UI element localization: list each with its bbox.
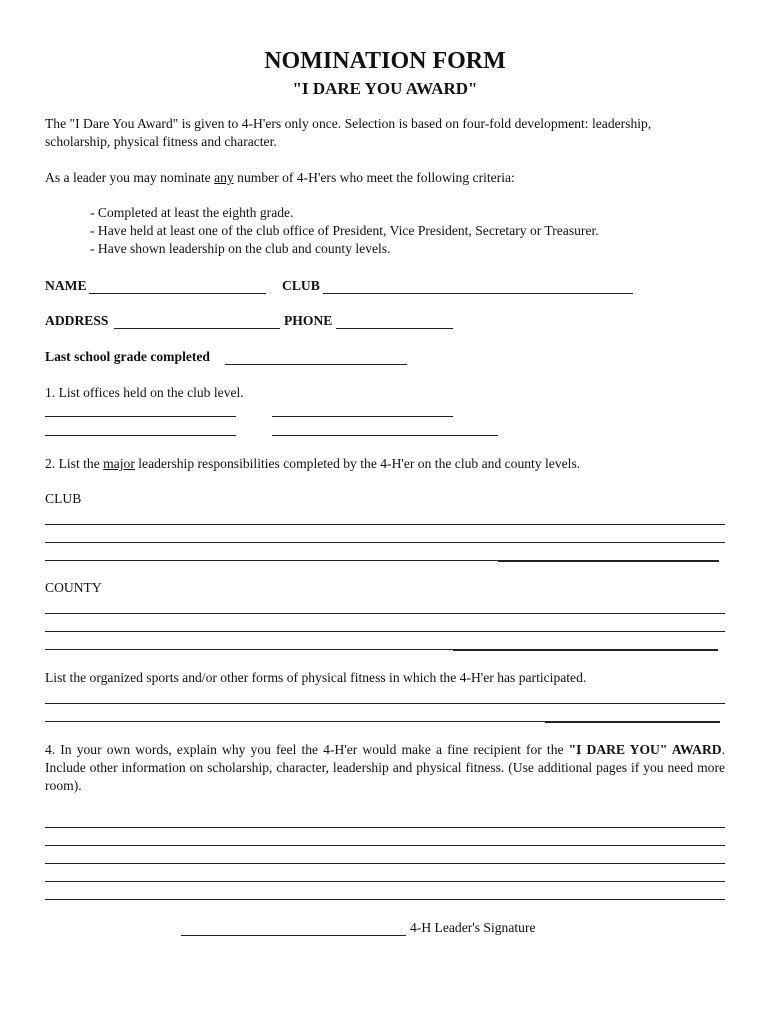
q4-award: "I DARE YOU" AWARD (568, 742, 722, 757)
address-label: ADDRESS (45, 313, 109, 328)
county-answer-line[interactable] (45, 649, 453, 650)
q2-after: leadership responsibilities completed by the 4-H'er on the club and county levels. (134, 456, 581, 471)
essay-answer-line[interactable] (45, 881, 725, 882)
q2-before: 2. List the (45, 456, 104, 471)
criteria-item: - Have held at least one of the club office of President, Vice President, Secretary or Treasurer. (90, 223, 599, 238)
intro-line-2: scholarship, physical fitness and character. (45, 134, 277, 149)
fitness-answer-line[interactable] (545, 721, 720, 723)
club-answer-line[interactable] (45, 560, 498, 561)
fitness-answer-line[interactable] (45, 703, 725, 704)
question-4 (45, 741, 725, 795)
name-label: NAME (45, 278, 87, 293)
form-title: NOMINATION FORM (264, 48, 506, 74)
criteria-item: - Completed at least the eighth grade. (90, 205, 294, 220)
county-heading: COUNTY (45, 580, 102, 595)
leader-text-after: number of 4-H'ers who meet the following criteria: (233, 170, 515, 185)
club-label: CLUB (282, 278, 320, 293)
office-line[interactable] (272, 416, 453, 417)
q2-major: major (103, 456, 135, 471)
club-answer-line[interactable] (45, 542, 725, 543)
criteria-item: - Have shown leadership on the club and county levels. (90, 241, 391, 256)
q4-after: . Include other information on scholarship, character, leadership and physical fitness. (Use additional pages if you need more room). (45, 742, 725, 793)
office-line[interactable] (272, 435, 498, 436)
intro-line-1: The "I Dare You Award" is given to 4-H'ers only once. Selection is based on four-fold development: leadership, (45, 116, 652, 131)
question-1: 1. List offices held on the club level. (45, 385, 244, 400)
club-heading: CLUB (45, 491, 82, 506)
county-answer-line[interactable] (453, 649, 718, 651)
essay-answer-line[interactable] (45, 863, 725, 864)
leader-text-before: As a leader you may nominate (45, 170, 215, 185)
fitness-answer-line[interactable] (45, 721, 545, 722)
question-2 (45, 456, 580, 472)
form-subtitle: "I DARE YOU AWARD" (292, 79, 478, 98)
essay-answer-line[interactable] (45, 845, 725, 846)
essay-answer-line[interactable] (45, 827, 725, 828)
club-field-line[interactable] (323, 293, 633, 294)
q4-before: 4. In your own words, explain why you feel the 4-H'er would make a fine recipient for the (45, 742, 569, 757)
office-line[interactable] (45, 435, 236, 436)
office-line[interactable] (45, 416, 236, 417)
question-3: List the organized sports and/or other forms of physical fitness in which the 4-H'er has participated. (45, 670, 587, 685)
county-answer-line[interactable] (45, 613, 725, 614)
phone-label: PHONE (284, 313, 333, 328)
signature-line[interactable] (181, 935, 406, 936)
grade-field-line[interactable] (225, 364, 407, 365)
club-answer-line[interactable] (45, 524, 725, 525)
name-field-line[interactable] (89, 293, 266, 294)
grade-label: Last school grade completed (45, 349, 210, 364)
address-field-line[interactable] (114, 328, 280, 329)
essay-answer-line[interactable] (45, 899, 725, 900)
leader-paragraph (45, 170, 515, 186)
leader-text-any: any (214, 170, 234, 185)
signature-label: 4-H Leader's Signature (410, 920, 536, 935)
club-answer-line[interactable] (498, 560, 719, 562)
county-answer-line[interactable] (45, 631, 725, 632)
phone-field-line[interactable] (336, 328, 453, 329)
